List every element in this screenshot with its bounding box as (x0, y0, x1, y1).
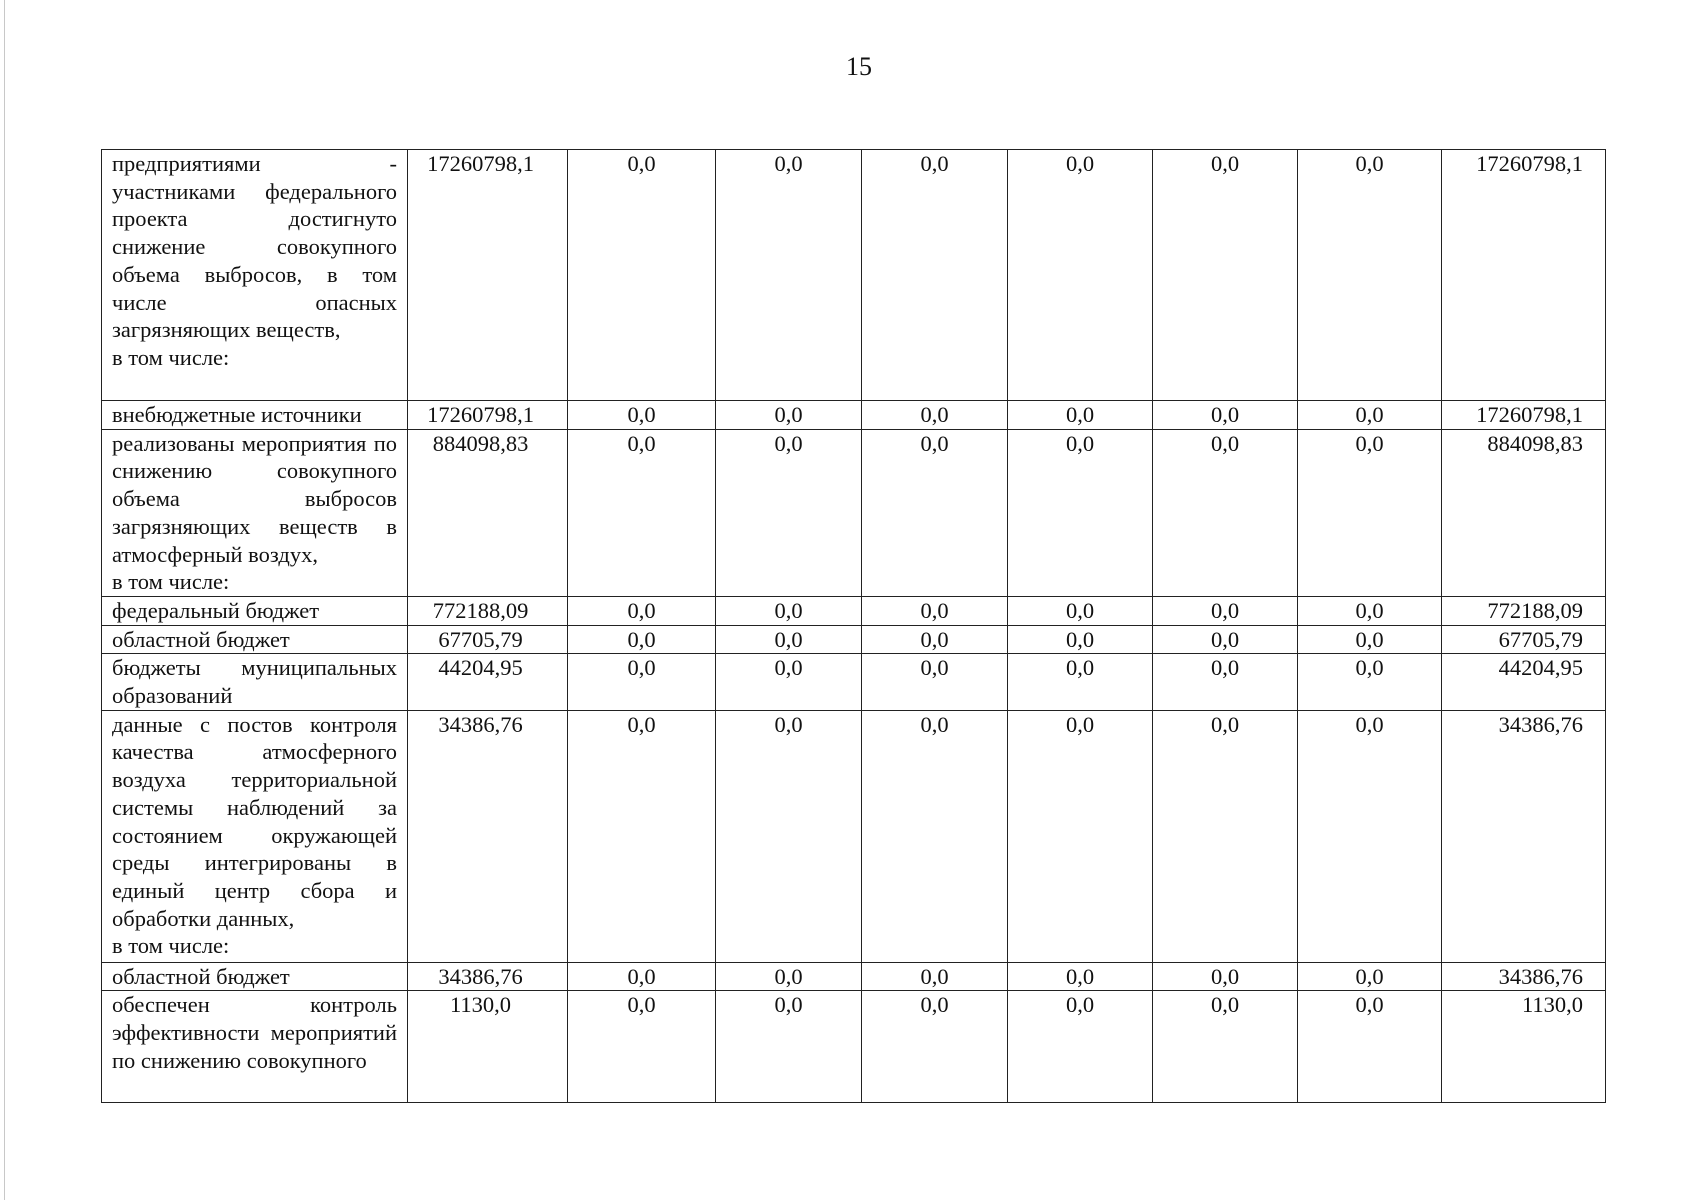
budget-table (101, 149, 1606, 1103)
value-cell: 772188,09 (408, 596, 568, 625)
value-cell: 0,0 (716, 710, 862, 962)
value-cell: 0,0 (862, 401, 1008, 430)
table-row (102, 625, 1606, 654)
value-cell: 0,0 (1008, 401, 1153, 430)
table-row (102, 654, 1606, 710)
row-label (102, 429, 408, 596)
value-cell: 0,0 (1298, 150, 1442, 401)
value-cell: 34386,76 (408, 710, 568, 962)
value-cell: 0,0 (1298, 596, 1442, 625)
value-cell: 0,0 (716, 962, 862, 991)
value-cell: 0,0 (568, 401, 716, 430)
value-cell: 0,0 (1298, 710, 1442, 962)
value-cell: 0,0 (1008, 429, 1153, 596)
value-cell: 0,0 (1298, 429, 1442, 596)
total-cell: 17260798,1 (1442, 401, 1606, 430)
row-sublabel: в том числе: (112, 569, 230, 595)
value-cell: 1130,0 (408, 991, 568, 1103)
value-cell: 0,0 (568, 150, 716, 401)
value-cell: 0,0 (716, 654, 862, 710)
row-label (102, 596, 408, 625)
value-cell: 0,0 (1008, 654, 1153, 710)
value-cell: 0,0 (568, 710, 716, 962)
row-label (102, 654, 408, 710)
value-cell: 0,0 (1298, 401, 1442, 430)
value-cell: 44204,95 (408, 654, 568, 710)
value-cell: 0,0 (862, 710, 1008, 962)
row-label (102, 401, 408, 430)
value-cell: 17260798,1 (408, 401, 568, 430)
total-cell: 34386,76 (1442, 710, 1606, 962)
value-cell: 0,0 (862, 654, 1008, 710)
total-cell: 1130,0 (1442, 991, 1606, 1103)
total-cell: 34386,76 (1442, 962, 1606, 991)
value-cell: 67705,79 (408, 625, 568, 654)
total-cell: 772188,09 (1442, 596, 1606, 625)
row-label-text: обеспечен контроль эффективности мероприятий по снижению совокупного (112, 992, 397, 1073)
value-cell: 0,0 (716, 401, 862, 430)
value-cell: 0,0 (1008, 150, 1153, 401)
value-cell: 0,0 (568, 991, 716, 1103)
value-cell: 0,0 (862, 962, 1008, 991)
value-cell: 17260798,1 (408, 150, 568, 401)
row-label (102, 991, 408, 1103)
value-cell: 884098,83 (408, 429, 568, 596)
value-cell: 0,0 (1153, 710, 1298, 962)
value-cell: 0,0 (716, 150, 862, 401)
value-cell: 0,0 (716, 625, 862, 654)
row-label-text: федеральный бюджет (112, 597, 320, 623)
table-row (102, 710, 1606, 962)
value-cell: 0,0 (716, 991, 862, 1103)
value-cell: 0,0 (716, 596, 862, 625)
row-label-text: реализованы мероприятия по снижению совокупного объема выбросов загрязняющих веществ в атмосферный воздух, (112, 430, 397, 567)
value-cell: 0,0 (1153, 654, 1298, 710)
row-label-text: бюджеты муниципальных образований (112, 655, 397, 709)
value-cell: 0,0 (1153, 596, 1298, 625)
value-cell: 0,0 (568, 596, 716, 625)
page-number: 15 (846, 52, 872, 81)
value-cell: 34386,76 (408, 962, 568, 991)
value-cell: 0,0 (716, 429, 862, 596)
row-label-text: внебюджетные источники (112, 402, 362, 427)
value-cell: 0,0 (1153, 150, 1298, 401)
row-label (102, 962, 408, 991)
table-row (102, 150, 1606, 401)
row-label (102, 150, 408, 401)
table-row (102, 962, 1606, 991)
value-cell: 0,0 (568, 654, 716, 710)
value-cell: 0,0 (862, 596, 1008, 625)
value-cell: 0,0 (1298, 962, 1442, 991)
value-cell: 0,0 (1153, 991, 1298, 1103)
row-label-text: областной бюджет (112, 626, 290, 652)
table-row (102, 991, 1606, 1103)
row-label-text: предприятиями - участниками федерального проекта достигнуто снижение совокупного объема выбросов, в том числе опасных загрязняющих веществ, (112, 151, 397, 343)
row-label-text: областной бюджет (112, 963, 290, 989)
row-sublabel: в том числе: (112, 344, 230, 370)
row-label (102, 625, 408, 654)
scan-edge-line (4, 0, 5, 1200)
total-cell: 884098,83 (1442, 429, 1606, 596)
table-row (102, 596, 1606, 625)
value-cell: 0,0 (862, 991, 1008, 1103)
total-cell: 67705,79 (1442, 625, 1606, 654)
value-cell: 0,0 (1008, 991, 1153, 1103)
value-cell: 0,0 (862, 150, 1008, 401)
row-label-text: данные с постов контроля качества атмосферного воздуха территориальной системы наблюдений за состоянием окружающей среды интегрированы в единый центр сбора и обработки данных, (112, 711, 397, 931)
value-cell: 0,0 (568, 962, 716, 991)
value-cell: 0,0 (1008, 962, 1153, 991)
value-cell: 0,0 (1008, 596, 1153, 625)
value-cell: 0,0 (568, 429, 716, 596)
total-cell: 17260798,1 (1442, 150, 1606, 401)
value-cell: 0,0 (568, 625, 716, 654)
value-cell: 0,0 (1153, 429, 1298, 596)
value-cell: 0,0 (1008, 710, 1153, 962)
value-cell: 0,0 (1298, 625, 1442, 654)
value-cell: 0,0 (862, 429, 1008, 596)
value-cell: 0,0 (1298, 991, 1442, 1103)
value-cell: 0,0 (1153, 962, 1298, 991)
value-cell: 0,0 (1298, 654, 1442, 710)
table-row (102, 401, 1606, 430)
row-sublabel: в том числе: (112, 933, 230, 959)
value-cell: 0,0 (1153, 401, 1298, 430)
row-label (102, 710, 408, 962)
value-cell: 0,0 (862, 625, 1008, 654)
value-cell: 0,0 (1153, 625, 1298, 654)
total-cell: 44204,95 (1442, 654, 1606, 710)
table-row (102, 429, 1606, 596)
value-cell: 0,0 (1008, 625, 1153, 654)
